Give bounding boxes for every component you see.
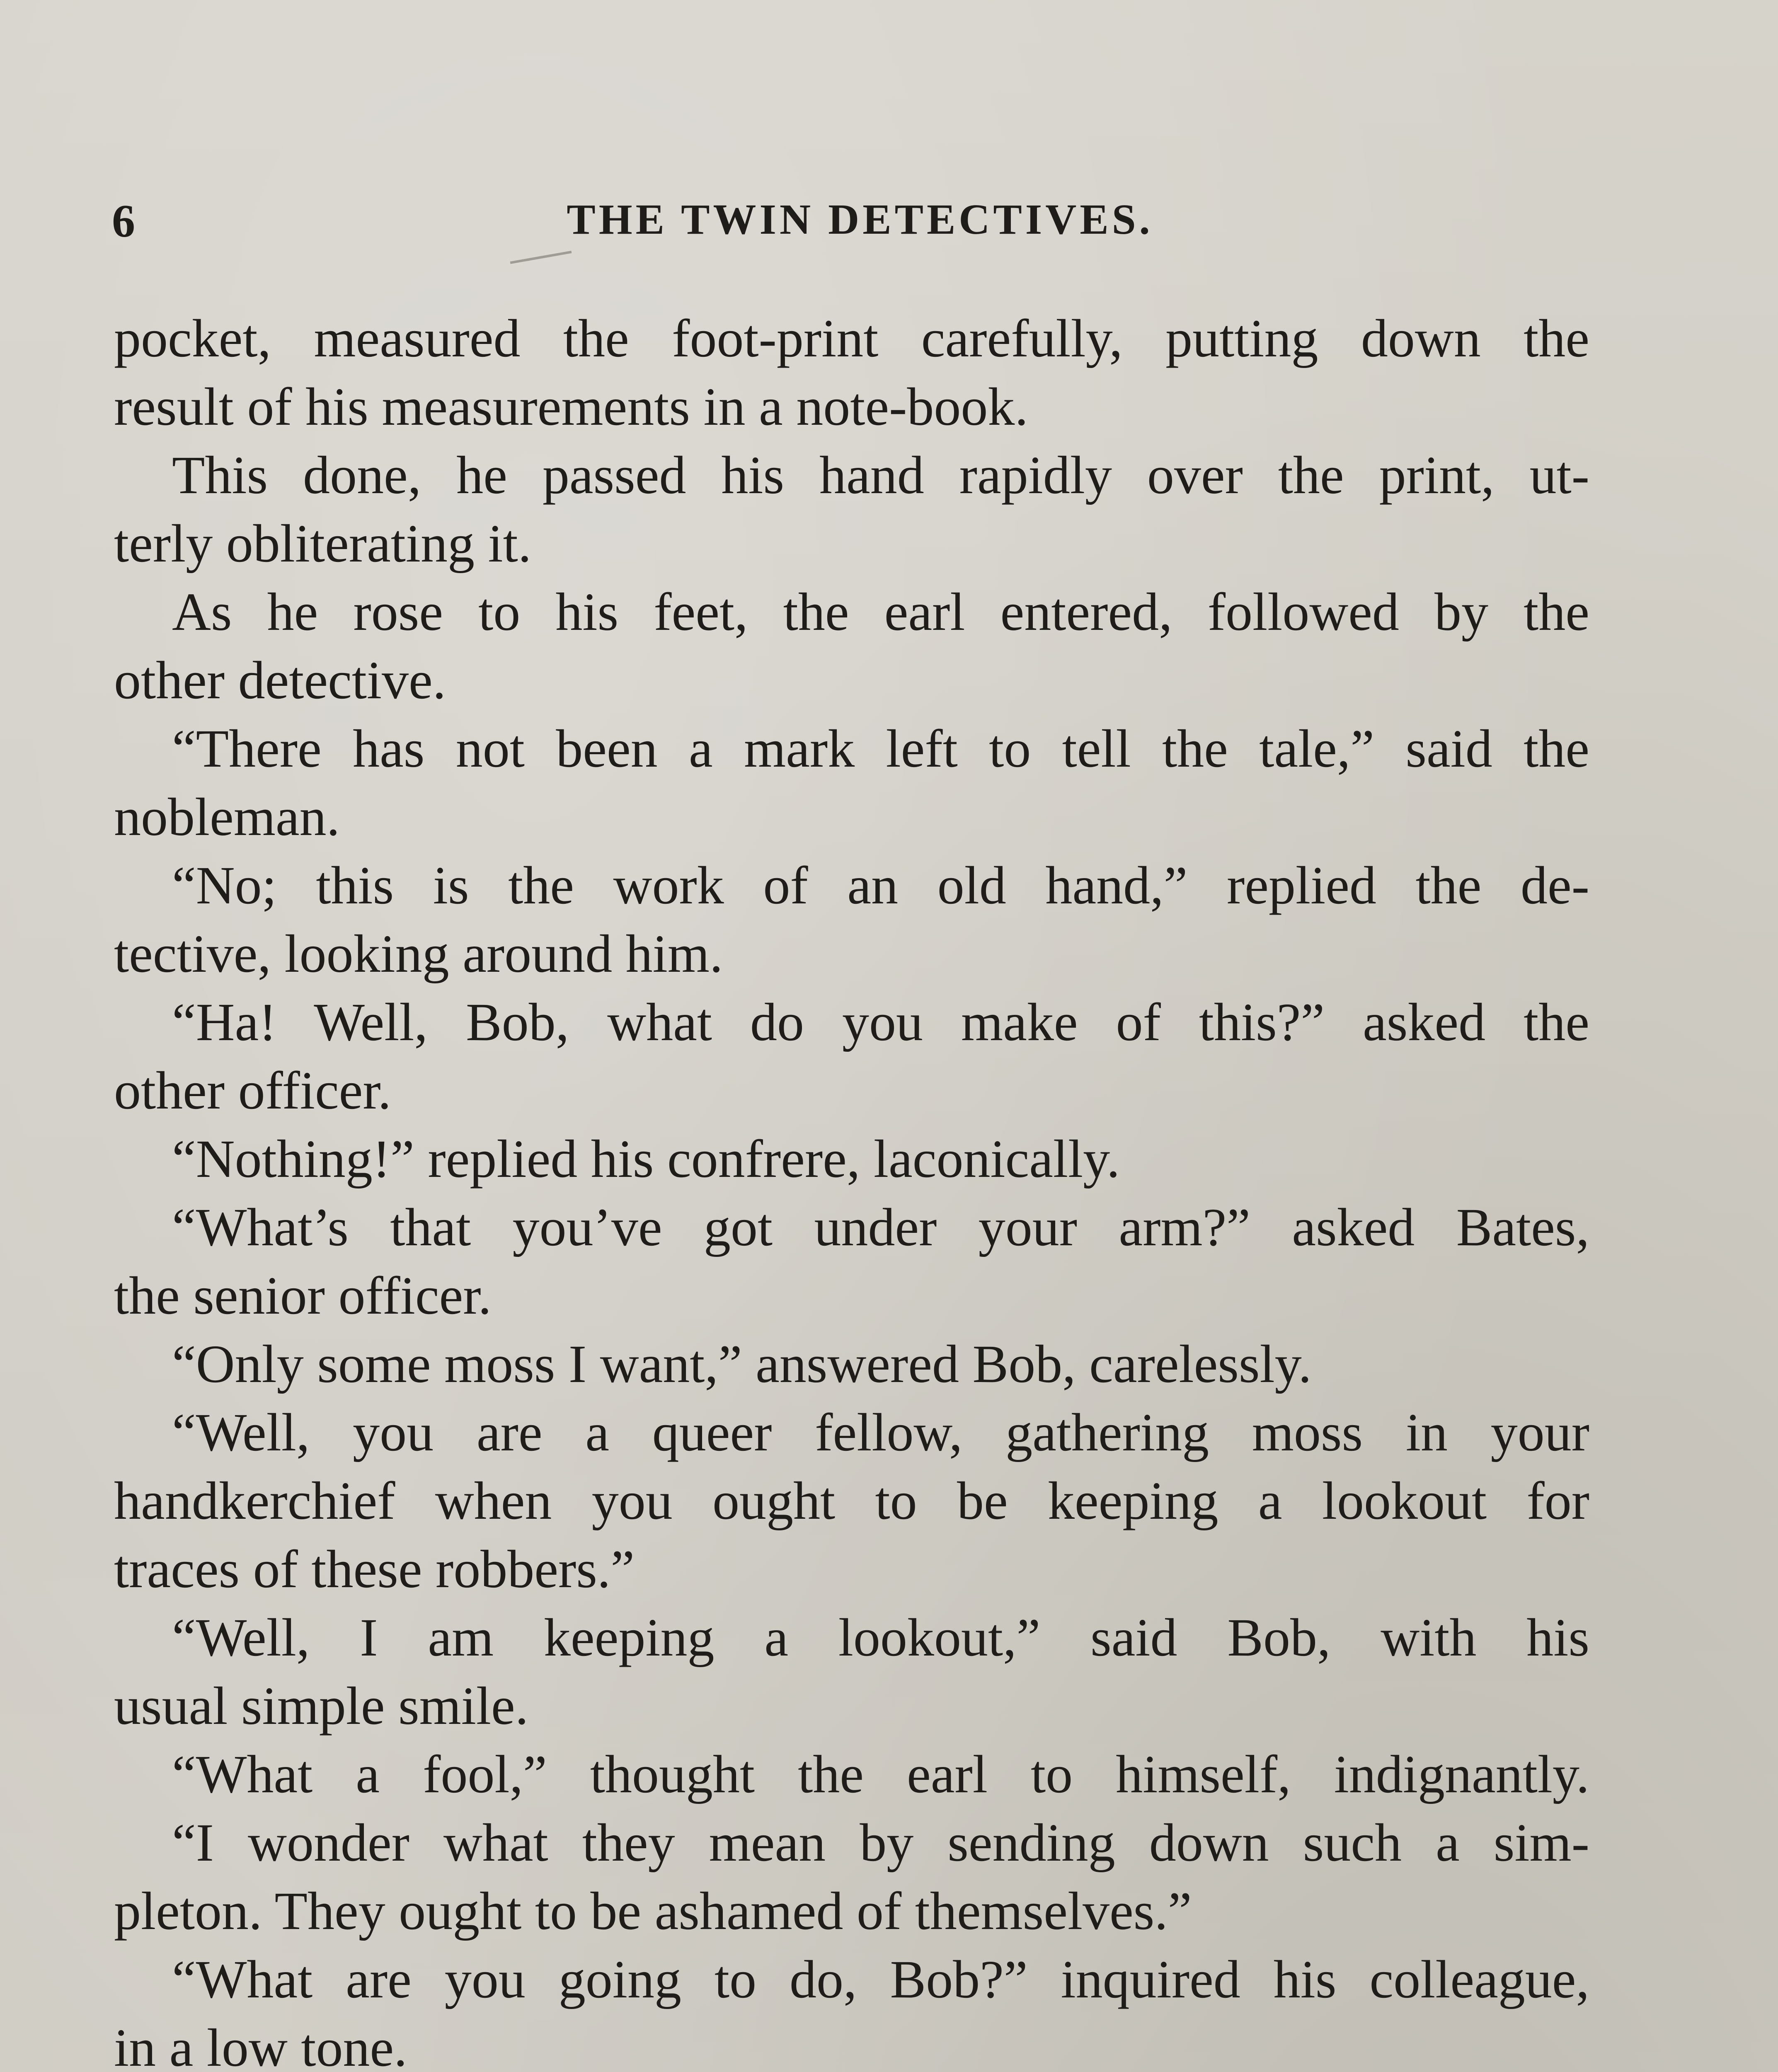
- text-line: nobleman.: [114, 787, 340, 847]
- text-line: in a low tone.: [114, 2018, 407, 2072]
- text-line: “Nothing!” replied his confrere, laconically.: [172, 1129, 1120, 1189]
- text-line: other detective.: [114, 651, 446, 710]
- text-line: terly obliterating it.: [114, 514, 532, 574]
- pencil-mark: [510, 251, 572, 264]
- body-text: [114, 305, 1589, 2072]
- text-line: “What a fool,” thought the earl to himself, indignantly.: [172, 1745, 1589, 1804]
- text-line: tective, looking around him.: [114, 924, 723, 984]
- text-line: usual simple smile.: [114, 1676, 529, 1736]
- running-head: THE TWIN DETECTIVES.: [567, 196, 1153, 243]
- text-line: “Only some moss I want,” answered Bob, carelessly.: [172, 1334, 1312, 1394]
- text-line: pleton. They ought to be ashamed of themselves.”: [114, 1881, 1192, 1941]
- text-line: “What’s that you’ve got under your arm?” asked Bates,: [172, 1198, 1589, 1257]
- text-line: the senior officer.: [114, 1266, 492, 1326]
- text-line: This done, he passed his hand rapidly over the print, ut-: [172, 445, 1589, 505]
- text-line: “No; this is the work of an old hand,” replied the de-: [172, 856, 1589, 915]
- text-line: result of his measurements in a note-book.: [114, 377, 1028, 437]
- text-line: “There has not been a mark left to tell the tale,” said the: [172, 719, 1589, 779]
- text-line: As he rose to his feet, the earl entered, followed by the: [172, 582, 1589, 642]
- text-line: “What are you going to do, Bob?” inquired his colleague,: [172, 1950, 1589, 2009]
- text-line: other officer.: [114, 1061, 391, 1121]
- page-number: 6: [112, 196, 136, 247]
- text-line: traces of these robbers.”: [114, 1539, 635, 1599]
- page-header: [112, 195, 1591, 261]
- text-line: “Well, you are a queer fellow, gathering moss in your: [172, 1403, 1589, 1462]
- text-line: pocket, measured the foot-print carefully, putting down the: [114, 309, 1589, 368]
- text-line: handkerchief when you ought to be keeping a lookout for: [114, 1471, 1589, 1531]
- text-line: “I wonder what they mean by sending down such a sim-: [172, 1813, 1589, 1873]
- text-line: “Well, I am keeping a lookout,” said Bob, with his: [172, 1608, 1589, 1668]
- text-line: “Ha! Well, Bob, what do you make of this?” asked the: [172, 992, 1589, 1052]
